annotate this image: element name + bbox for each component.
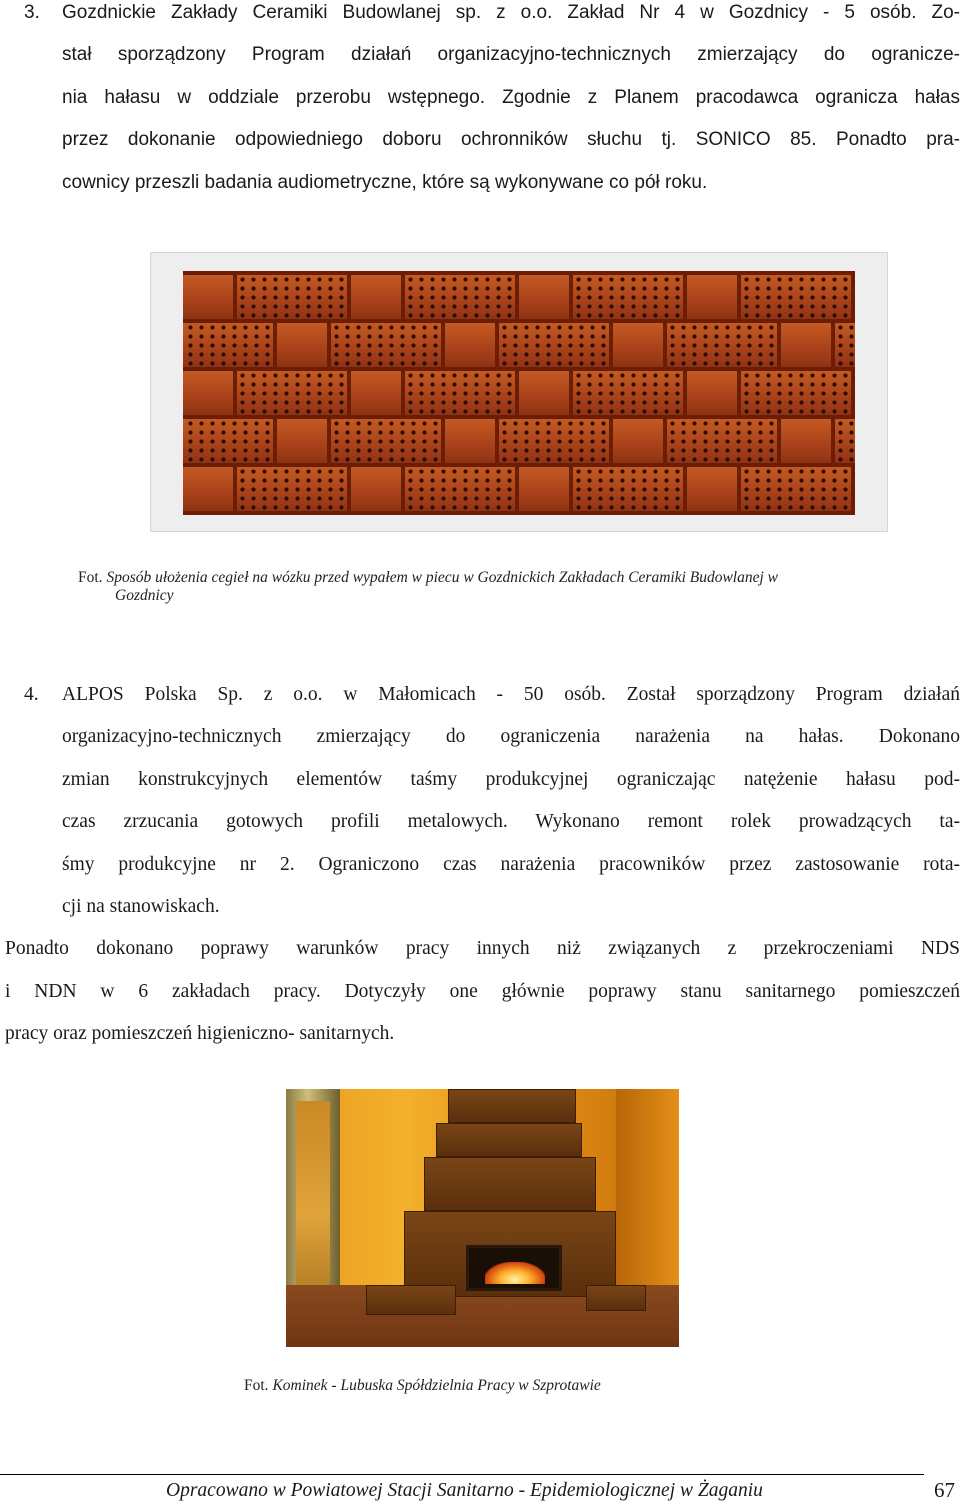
text-line: organizacyjno-technicznych zmierzający do ograniczenia narażenia na hałas. Dokonano [62, 726, 960, 747]
caption-prefix: Fot. [244, 1377, 269, 1394]
text-line: zmian konstrukcyjnych elementów taśmy produkcyjnej ograniczając natężenie hałasu pod- [62, 769, 960, 790]
summary-paragraph [5, 938, 960, 1048]
text-line: śmy produkcyjne nr 2. Ograniczono czas narażenia pracowników przez zastosowanie rota- [62, 854, 960, 875]
photo-caption-2 [244, 1377, 601, 1395]
caption-text-continued: Gozdnicy [115, 587, 174, 604]
text-line: czas zrzucania gotowych profili metalowych. Wykonano remont rolek prowadzących ta- [62, 811, 960, 832]
item-3 [24, 2, 960, 192]
caption-prefix: Fot. [78, 569, 103, 586]
bricks-photo-image [183, 271, 855, 515]
text-line: Ponadto dokonano poprawy warunków pracy innych niż związanych z przekroczeniami NDS [5, 938, 960, 959]
caption-text: Kominek - Lubuska Spółdzielnia Pracy w Szprotawie [272, 1377, 601, 1394]
text-line: i NDN w 6 zakładach pracy. Dotyczyły one głównie poprawy stanu sanitarnego pomieszczeń [5, 981, 960, 1002]
caption-text: Sposób ułożenia cegieł na wózku przed wypałem w piecu w Gozdnickich Zakładach Ceramiki Budowlanej w [106, 569, 779, 586]
text-line: nia hałasu w oddziale przerobu wstępnego. Zgodnie z Planem pracodawca ogranicza hałas [62, 87, 960, 108]
page-number: 67 [934, 1478, 955, 1502]
text-line: ALPOS Polska Sp. z o.o. w Małomicach - 50 osób. Został sporządzony Program działań [62, 684, 960, 705]
bricks-photo [150, 252, 888, 532]
text-line: cji na stanowiskach. [62, 896, 220, 917]
text-line: Gozdnickie Zakłady Ceramiki Budowlanej sp. z o.o. Zakład Nr 4 w Gozdnicy - 5 osób. Zo- [62, 2, 960, 23]
text-line: pracy oraz pomieszczeń higieniczno- sanitarnych. [5, 1023, 395, 1044]
footer-rule [0, 1474, 924, 1475]
item-4 [24, 684, 960, 917]
text-line: cownicy przeszli badania audiometryczne, które są wykonywane co pół roku. [62, 172, 708, 193]
photo-caption-1 [78, 569, 960, 605]
footer-text: Opracowano w Powiatowej Stacji Sanitarno - Epidemiologicznej w Żaganiu [166, 1480, 763, 1501]
text-line: przez dokonanie odpowiedniego doboru ochronników słuchu tj. SONICO 85. Ponadto pra- [62, 129, 960, 150]
item-4-number: 4. [24, 684, 39, 705]
text-line: stał sporządzony Program działań organizacyjno-technicznych zmierzający do ogranicze- [62, 44, 960, 65]
stove-photo [286, 1089, 679, 1347]
fire-icon [466, 1245, 562, 1291]
item-3-number: 3. [24, 2, 40, 23]
